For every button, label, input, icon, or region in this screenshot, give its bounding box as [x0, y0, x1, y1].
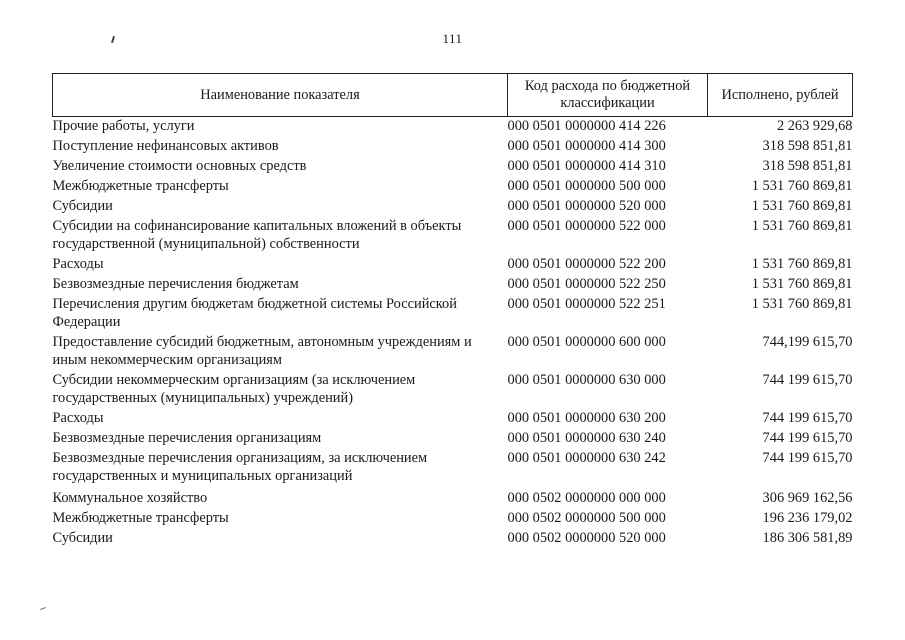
row-code: 000 0502 0000000 500 000 — [507, 510, 666, 526]
table-row — [53, 449, 853, 487]
header-name: Наименование показателя — [53, 74, 508, 117]
row-code: 000 0501 0000000 522 000 — [507, 218, 666, 234]
table-row — [53, 217, 853, 255]
table-row — [53, 487, 853, 509]
row-code: 000 0502 0000000 000 000 — [507, 490, 666, 506]
budget-table — [52, 73, 853, 549]
row-amount: 1 531 760 869,81 — [751, 218, 853, 234]
row-code: 000 0501 0000000 522 200 — [507, 256, 666, 272]
row-amount: 744 199 615,70 — [762, 430, 853, 446]
row-amount: 744 199 615,70 — [762, 450, 853, 466]
row-code: 000 0502 0000000 520 000 — [507, 530, 666, 546]
row-amount: 318 598 851,81 — [762, 158, 853, 174]
row-amount: 744 199 615,70 — [762, 410, 853, 426]
row-amount: 196 236 179,02 — [762, 510, 853, 526]
row-code: 000 0501 0000000 630 200 — [507, 410, 666, 426]
row-code: 000 0501 0000000 414 226 — [507, 118, 666, 134]
table-row — [53, 429, 853, 449]
table-row — [53, 177, 853, 197]
row-code: 000 0501 0000000 522 250 — [507, 276, 666, 292]
scan-mark — [40, 607, 46, 610]
row-name: Межбюджетные трансферты — [52, 178, 229, 194]
row-name: Расходы — [52, 256, 104, 272]
row-name: Прочие работы, услуги — [52, 118, 195, 134]
table-row — [53, 333, 853, 371]
row-code: 000 0501 0000000 522 251 — [507, 296, 666, 312]
row-name: Безвозмездные перечисления организациям — [52, 430, 322, 446]
row-code: 000 0501 0000000 630 240 — [507, 430, 666, 446]
row-code: 000 0501 0000000 630 242 — [507, 450, 666, 466]
row-code: 000 0501 0000000 630 000 — [507, 372, 666, 388]
table-row — [53, 295, 853, 333]
row-amount: 1 531 760 869,81 — [751, 296, 853, 312]
row-name: Субсидии — [52, 530, 113, 546]
row-name: Предоставление субсидий бюджетным, автономным учреждениям и иным некоммерческим организациям — [52, 334, 472, 368]
table-row — [53, 117, 853, 138]
row-name: Межбюджетные трансферты — [52, 510, 229, 526]
table-row — [53, 529, 853, 549]
row-name: Безвозмездные перечисления организациям, за исключением государственных и муниципальных организаций — [52, 450, 428, 484]
row-code: 000 0501 0000000 414 300 — [507, 138, 666, 154]
row-amount: 186 306 581,89 — [762, 530, 853, 546]
table-row — [53, 255, 853, 275]
row-amount: 306 969 162,56 — [762, 490, 853, 506]
table-row — [53, 275, 853, 295]
row-code: 000 0501 0000000 414 310 — [507, 158, 666, 174]
row-amount: 744,199 615,70 — [762, 334, 853, 350]
page-number: 111 — [442, 31, 463, 46]
row-name: Поступление нефинансовых активов — [52, 138, 279, 154]
row-code: 000 0501 0000000 600 000 — [507, 334, 666, 350]
row-amount: 1 531 760 869,81 — [751, 256, 853, 272]
table-row — [53, 197, 853, 217]
table-row — [53, 509, 853, 529]
row-name: Безвозмездные перечисления бюджетам — [52, 276, 299, 292]
row-name: Субсидии некоммерческим организациям (за исключением государственных (муниципальных) учреждений) — [52, 372, 416, 406]
row-name: Субсидии — [52, 198, 113, 214]
table-row — [53, 157, 853, 177]
row-name: Коммунальное хозяйство — [52, 490, 208, 506]
row-amount: 2 263 929,68 — [776, 118, 853, 134]
row-amount: 1 531 760 869,81 — [751, 276, 853, 292]
row-code: 000 0501 0000000 500 000 — [507, 178, 666, 194]
row-amount: 744 199 615,70 — [762, 372, 853, 388]
row-amount: 1 531 760 869,81 — [751, 178, 853, 194]
table-row — [53, 409, 853, 429]
row-amount: 318 598 851,81 — [762, 138, 853, 154]
header-code: Код расхода по бюджетной классификации — [508, 74, 708, 117]
row-amount: 1 531 760 869,81 — [751, 198, 853, 214]
table-row — [53, 137, 853, 157]
header-amount: Исполнено, рублей — [708, 74, 853, 117]
row-name: Увеличение стоимости основных средств — [52, 158, 307, 174]
row-name: Перечисления другим бюджетам бюджетной системы Российской Федерации — [52, 296, 457, 330]
row-name: Субсидии на софинансирование капитальных вложений в объекты государственной (муниципальной) собственности — [52, 218, 462, 252]
row-code: 000 0501 0000000 520 000 — [507, 198, 666, 214]
row-name: Расходы — [52, 410, 104, 426]
table-header-row — [53, 74, 853, 117]
table-row — [53, 371, 853, 409]
